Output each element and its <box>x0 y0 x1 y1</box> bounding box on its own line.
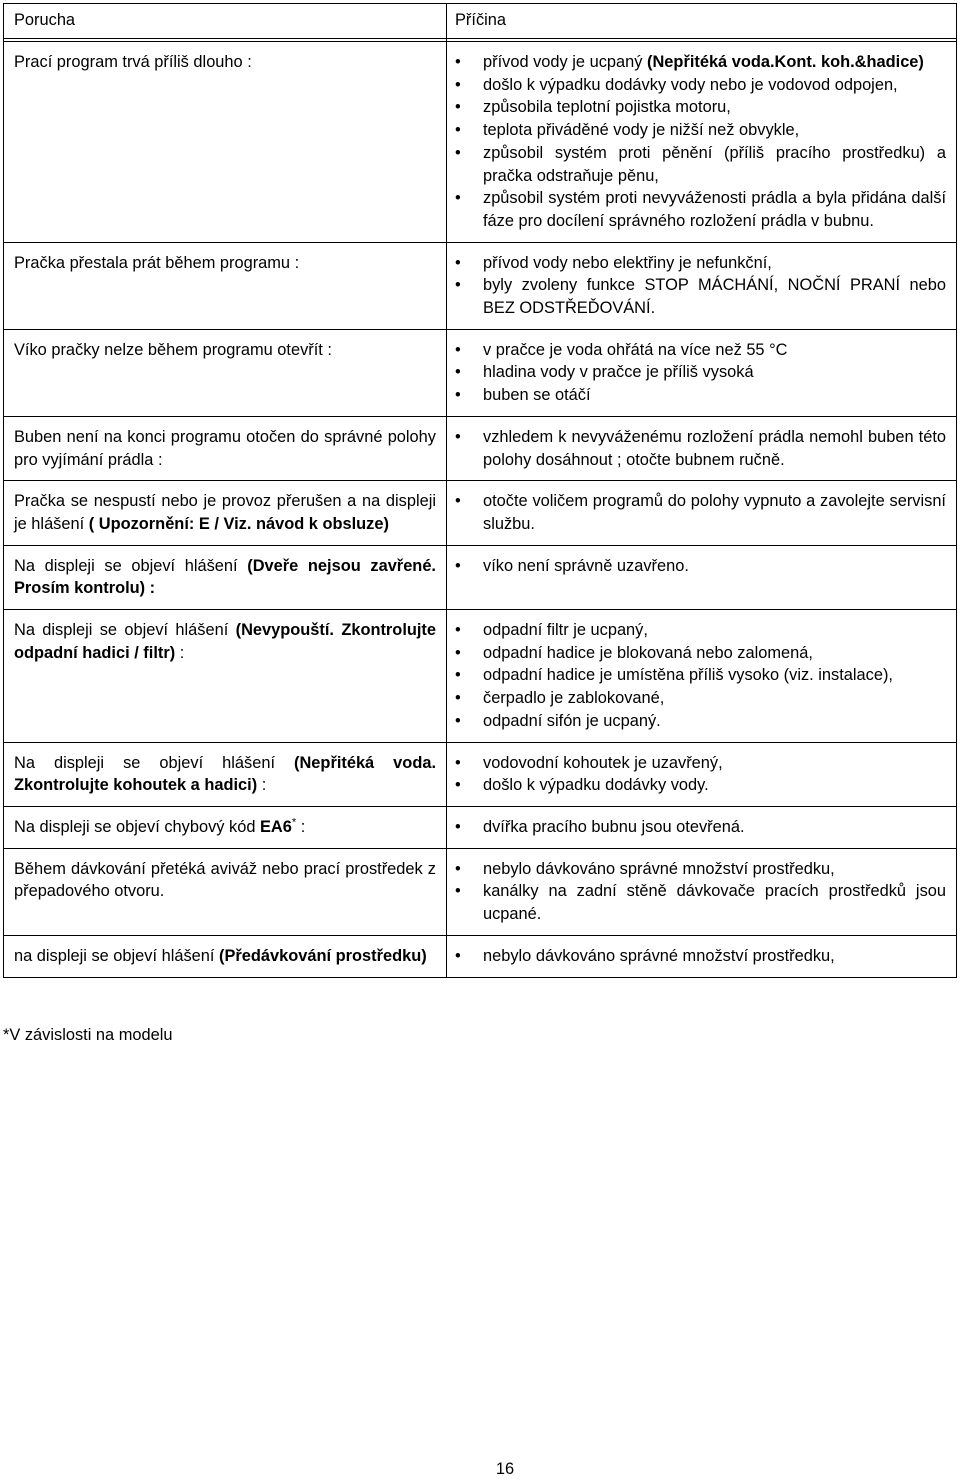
bullet-icon: • <box>455 276 461 295</box>
bullet-icon: • <box>455 689 461 708</box>
cause-text: odpadní hadice je blokovaná nebo zalomená, <box>483 643 813 662</box>
cause-cell <box>447 935 957 977</box>
bullet-icon: • <box>455 143 461 162</box>
bullet-icon: • <box>455 776 461 795</box>
problem-cell <box>4 481 447 545</box>
cause-list <box>455 816 946 839</box>
table-row <box>4 329 957 416</box>
bullet-icon: • <box>455 556 461 575</box>
cause-list <box>455 339 946 407</box>
problem-text: Víko pračky nelze během programu otevřít : <box>14 340 332 359</box>
table-row <box>4 806 957 848</box>
bullet-icon: • <box>455 946 461 965</box>
cause-list <box>455 858 946 926</box>
cause-text: teplota přiváděné vody je nižší než obvykle, <box>483 121 800 140</box>
cause-cell <box>447 610 957 743</box>
table-row <box>4 481 957 545</box>
cause-list <box>455 555 946 578</box>
troubleshooting-table <box>3 3 957 978</box>
bullet-icon: • <box>455 98 461 117</box>
cause-cell <box>447 848 957 935</box>
cause-text: způsobila teplotní pojistka motoru, <box>483 98 731 117</box>
header-porucha: Porucha <box>4 4 447 39</box>
bullet-icon: • <box>455 340 461 359</box>
bullet-icon: • <box>455 189 461 208</box>
cause-list <box>455 490 946 535</box>
bullet-icon: • <box>455 75 461 94</box>
cause-cell <box>447 329 957 416</box>
cause-list <box>455 252 946 320</box>
cause-list <box>455 945 946 968</box>
problem-text: Během dávkování přetéká aviváž nebo prací prostředek z přepadového otvoru. <box>14 859 436 901</box>
troubleshooting-page <box>3 3 957 978</box>
cause-text: hladina vody v pračce je příliš vysoká <box>483 363 754 382</box>
bullet-icon: • <box>455 363 461 382</box>
problem-text: na displeji se objeví hlášení (Předávkování prostředku) <box>14 946 427 965</box>
problem-cell <box>4 935 447 977</box>
header-pricina: Příčina <box>447 4 957 39</box>
list-item <box>455 51 946 74</box>
problem-text: Pračka se nespustí nebo je provoz přerušen a na displeji je hlášení ( Upozornění: E / Viz. návod k obsluze) <box>14 492 436 533</box>
list-item <box>455 880 946 925</box>
table-row <box>4 416 957 480</box>
cause-text: dvířka pracího bubnu jsou otevřená. <box>483 817 745 836</box>
table-row <box>4 742 957 806</box>
list-item <box>455 687 946 710</box>
cause-text: způsobil systém proti nevyváženosti prádla a byla přidána další fáze pro docílení správného rozložení prádla v bubnu. <box>483 189 946 230</box>
problem-cell <box>4 416 447 480</box>
problem-text: Na displeji se objeví chybový kód EA6* : <box>14 816 306 836</box>
cause-text: byly zvoleny funkce STOP MÁCHÁNÍ, NOČNÍ PRANÍ nebo BEZ ODSTŘEĎOVÁNÍ. <box>483 276 946 318</box>
bullet-icon: • <box>455 817 461 836</box>
list-item <box>455 142 946 187</box>
list-item <box>455 339 946 362</box>
bullet-icon: • <box>455 859 461 878</box>
problem-cell <box>4 742 447 806</box>
cause-text: přívod vody je ucpaný (Nepřitéká voda.Kont. koh.&hadice) <box>483 53 924 71</box>
list-item <box>455 384 946 407</box>
cause-list <box>455 426 946 471</box>
problem-cell <box>4 806 447 848</box>
problem-text: Na displeji se objeví hlášení (Nevypouští. Zkontrolujte odpadní hadici / filtr) : <box>14 621 437 662</box>
table-row <box>4 242 957 329</box>
problem-cell <box>4 329 447 416</box>
cause-cell <box>447 42 957 243</box>
cause-text: došlo k výpadku dodávky vody. <box>483 776 709 795</box>
cause-text: víko není správně uzavřeno. <box>483 556 689 575</box>
list-item <box>455 858 946 881</box>
cause-cell <box>447 742 957 806</box>
cause-cell <box>447 545 957 609</box>
list-item <box>455 752 946 775</box>
bullet-icon: • <box>455 621 461 640</box>
bullet-icon: • <box>455 753 461 772</box>
problem-cell <box>4 545 447 609</box>
bullet-icon: • <box>455 882 461 901</box>
cause-text: vzhledem k nevyváženému rozložení prádla nemohl buben této polohy dosáhnout ; otočte bubnem ručně. <box>483 427 946 469</box>
bullet-icon: • <box>455 427 461 446</box>
table-header-row <box>4 4 957 39</box>
cause-list <box>455 752 946 797</box>
cause-text: čerpadlo je zablokované, <box>483 689 665 708</box>
bullet-icon: • <box>455 666 461 685</box>
cause-text: vodovodní kohoutek je uzavřený, <box>483 753 723 772</box>
bullet-icon: • <box>455 253 461 272</box>
cause-text: přívod vody nebo elektřiny je nefunkční, <box>483 253 772 272</box>
problem-cell <box>4 848 447 935</box>
cause-text: nebylo dávkováno správné množství prostředku, <box>483 946 835 965</box>
cause-list <box>455 619 946 733</box>
cause-text: odpadní sifón je ucpaný. <box>483 711 661 730</box>
footnote: *V závislosti na modelu <box>3 1026 173 1044</box>
cause-text: způsobil systém proti pěnění (příliš pracího prostředku) a pračka odstraňuje pěnu, <box>483 143 946 185</box>
cause-text: odpadní hadice je umístěna příliš vysoko (viz. instalace), <box>483 666 893 685</box>
list-item <box>455 490 946 535</box>
cause-text: kanálky na zadní stěně dávkovače pracích prostředků jsou ucpané. <box>483 882 946 924</box>
problem-text: Na displeji se objeví hlášení (Dveře nejsou zavřené. Prosím kontrolu) : <box>14 556 436 598</box>
cause-cell <box>447 806 957 848</box>
problem-text: Buben není na konci programu otočen do správné polohy pro vyjímání prádla : <box>14 427 436 469</box>
list-item <box>455 252 946 275</box>
list-item <box>455 710 946 733</box>
bullet-icon: • <box>455 386 461 405</box>
cause-cell <box>447 481 957 545</box>
list-item <box>455 619 946 642</box>
bullet-icon: • <box>455 711 461 730</box>
bullet-icon: • <box>455 53 461 71</box>
cause-text: odpadní filtr je ucpaný, <box>483 621 648 640</box>
table-row <box>4 42 957 243</box>
cause-text: došlo k výpadku dodávky vody nebo je vodovod odpojen, <box>483 75 898 94</box>
list-item <box>455 642 946 665</box>
list-item <box>455 816 946 839</box>
list-item <box>455 774 946 797</box>
page-number: 16 <box>495 1460 515 1478</box>
list-item <box>455 945 946 968</box>
problem-cell <box>4 42 447 243</box>
cause-text: nebylo dávkováno správné množství prostředku, <box>483 859 835 878</box>
table-row <box>4 545 957 609</box>
list-item <box>455 555 946 578</box>
problem-text: Pračka přestala prát během programu : <box>14 253 300 272</box>
problem-text: Na displeji se objeví hlášení (Nepřitéká voda. Zkontrolujte kohoutek a hadici) : <box>14 753 436 795</box>
list-item <box>455 274 946 319</box>
cause-cell <box>447 242 957 329</box>
list-item <box>455 96 946 119</box>
problem-cell <box>4 242 447 329</box>
cause-text: buben se otáčí <box>483 386 591 405</box>
list-item <box>455 664 946 687</box>
problem-text: Prací program trvá příliš dlouho : <box>14 53 252 71</box>
cause-cell <box>447 416 957 480</box>
table-row <box>4 935 957 977</box>
bullet-icon: • <box>455 492 461 511</box>
cause-list <box>455 51 946 233</box>
list-item <box>455 187 946 232</box>
table-row <box>4 610 957 743</box>
cause-text: otočte voličem programů do polohy vypnuto a zavolejte servisní službu. <box>483 492 946 533</box>
bullet-icon: • <box>455 643 461 662</box>
problem-cell <box>4 610 447 743</box>
cause-text: v pračce je voda ohřátá na více než 55 °C <box>483 340 788 359</box>
table-row <box>4 848 957 935</box>
list-item <box>455 361 946 384</box>
bullet-icon: • <box>455 121 461 140</box>
list-item <box>455 74 946 97</box>
list-item <box>455 426 946 471</box>
list-item <box>455 119 946 142</box>
